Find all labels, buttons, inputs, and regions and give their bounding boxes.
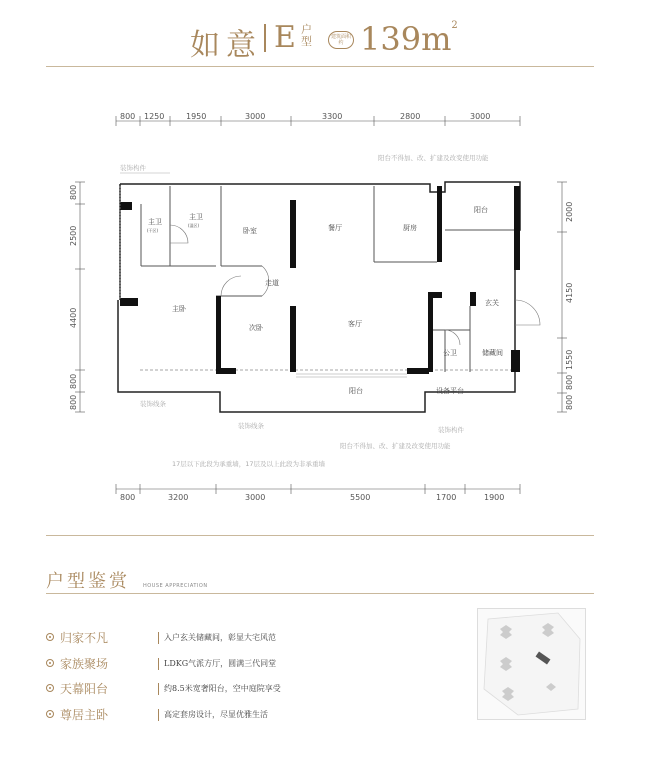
window-lines xyxy=(120,186,407,377)
dim-top-6: 2800 xyxy=(400,112,421,121)
dim-top-1: 800 xyxy=(120,112,136,121)
note-deco-part-right: 装饰构件 xyxy=(438,426,464,434)
feature-name: 归家不凡 xyxy=(60,631,109,645)
room-bath2-sub: (湿区) xyxy=(188,223,200,228)
dim-bottom-1: 800 xyxy=(120,493,136,502)
feature-desc: 入户玄关储藏间，彰显大宅风范 xyxy=(164,633,276,642)
dim-top-5: 3300 xyxy=(322,112,343,121)
outer-walls xyxy=(118,182,520,412)
room-balcony-bottom: 阳台 xyxy=(349,387,363,395)
dim-top-3: 1950 xyxy=(186,112,207,121)
feature-name: 尊居主卧 xyxy=(60,708,109,722)
feature-desc: LDKG气派方厅，圆满三代同堂 xyxy=(164,659,277,668)
feature-name: 家族聚场 xyxy=(60,657,109,671)
dim-left-1: 800 xyxy=(69,184,78,200)
unit-type-letter: E xyxy=(274,20,296,55)
room-public-wc: 公卫 xyxy=(443,349,457,357)
dim-bottom-6: 1900 xyxy=(484,493,505,502)
dim-right-1: 2000 xyxy=(565,201,574,222)
dim-bottom-5: 1700 xyxy=(436,493,457,502)
bullet-icon xyxy=(46,633,54,641)
top-dimensions xyxy=(116,116,520,126)
dim-right-3: 1550 xyxy=(565,349,574,370)
plan-bottom-rule xyxy=(46,535,594,536)
room-master: 主卧 xyxy=(172,305,186,313)
note-balcony-top: 阳台不得加、改、扩建及改变使用功能 xyxy=(378,154,489,162)
room-second: 次卧 xyxy=(249,324,263,332)
feature-name: 天幕阳台 xyxy=(60,682,109,696)
room-storage: 储藏间 xyxy=(482,349,503,357)
note-wall: 17层以下此段为承重墙，17层及以上此段为非承重墙 xyxy=(172,460,326,468)
room-entry: 玄关 xyxy=(485,299,499,307)
dim-bottom-2: 3200 xyxy=(168,493,189,502)
dim-top-7: 3000 xyxy=(470,112,491,121)
room-balcony-top: 阳台 xyxy=(474,206,488,214)
note-balcony-bottom: 阳台不得加、改、扩建及改变使用功能 xyxy=(340,442,451,450)
dim-left-4: 800 xyxy=(69,373,78,389)
dim-left-5: 800 xyxy=(69,394,78,410)
dim-left-3: 4400 xyxy=(69,307,78,328)
feature-desc: 高定套房设计，尽显优雅生活 xyxy=(164,710,268,719)
room-living: 客厅 xyxy=(348,320,362,328)
room-bath2: 主卫 xyxy=(189,213,203,221)
room-bath1: 主卫 xyxy=(148,218,162,226)
room-dining: 餐厅 xyxy=(328,224,342,232)
note-deco-top: 装饰构件 xyxy=(120,164,146,172)
feature-desc: 约8.5米宽奢阳台，空中庭院享受 xyxy=(164,684,281,693)
site-map xyxy=(477,608,586,720)
room-kitchen: 厨房 xyxy=(403,224,417,232)
feature-divider xyxy=(158,709,159,721)
dim-left-2: 2500 xyxy=(69,225,78,246)
room-bath1-sub: (干区) xyxy=(147,228,159,233)
section-subtitle: HOUSE APPRECIATION xyxy=(143,583,208,589)
unit-area: $139m^2$ xyxy=(360,20,458,58)
dim-bottom-3: 3000 xyxy=(245,493,266,502)
unit-name: 如意 xyxy=(190,28,262,63)
section-rule xyxy=(46,593,594,594)
section-title: 户型鉴赏 xyxy=(46,571,130,592)
dim-top-4: 3000 xyxy=(245,112,266,121)
room-corridor: 走道 xyxy=(265,279,279,287)
bullet-icon xyxy=(46,710,54,718)
dim-top-2: 1250 xyxy=(144,112,165,121)
unit-type-suffix: 户型 xyxy=(301,23,312,48)
dim-right-2: 4150 xyxy=(565,282,574,303)
bullet-icon xyxy=(46,659,54,667)
feature-divider xyxy=(158,683,159,695)
dim-right-5: 800 xyxy=(565,394,574,410)
feature-divider xyxy=(158,632,159,644)
structural-columns xyxy=(120,186,520,374)
feature-divider xyxy=(158,658,159,670)
note-deco-line-left: 装饰线条 xyxy=(140,400,166,408)
dim-right-4: 800 xyxy=(565,374,574,390)
room-equipment: 设备平台 xyxy=(436,387,464,395)
bullet-icon xyxy=(46,684,54,692)
room-bedroom: 卧室 xyxy=(243,227,257,235)
note-deco-line-mid: 装饰线条 xyxy=(238,422,264,430)
dim-bottom-4: 5500 xyxy=(350,493,371,502)
area-badge: 建筑面积约 xyxy=(328,31,354,49)
